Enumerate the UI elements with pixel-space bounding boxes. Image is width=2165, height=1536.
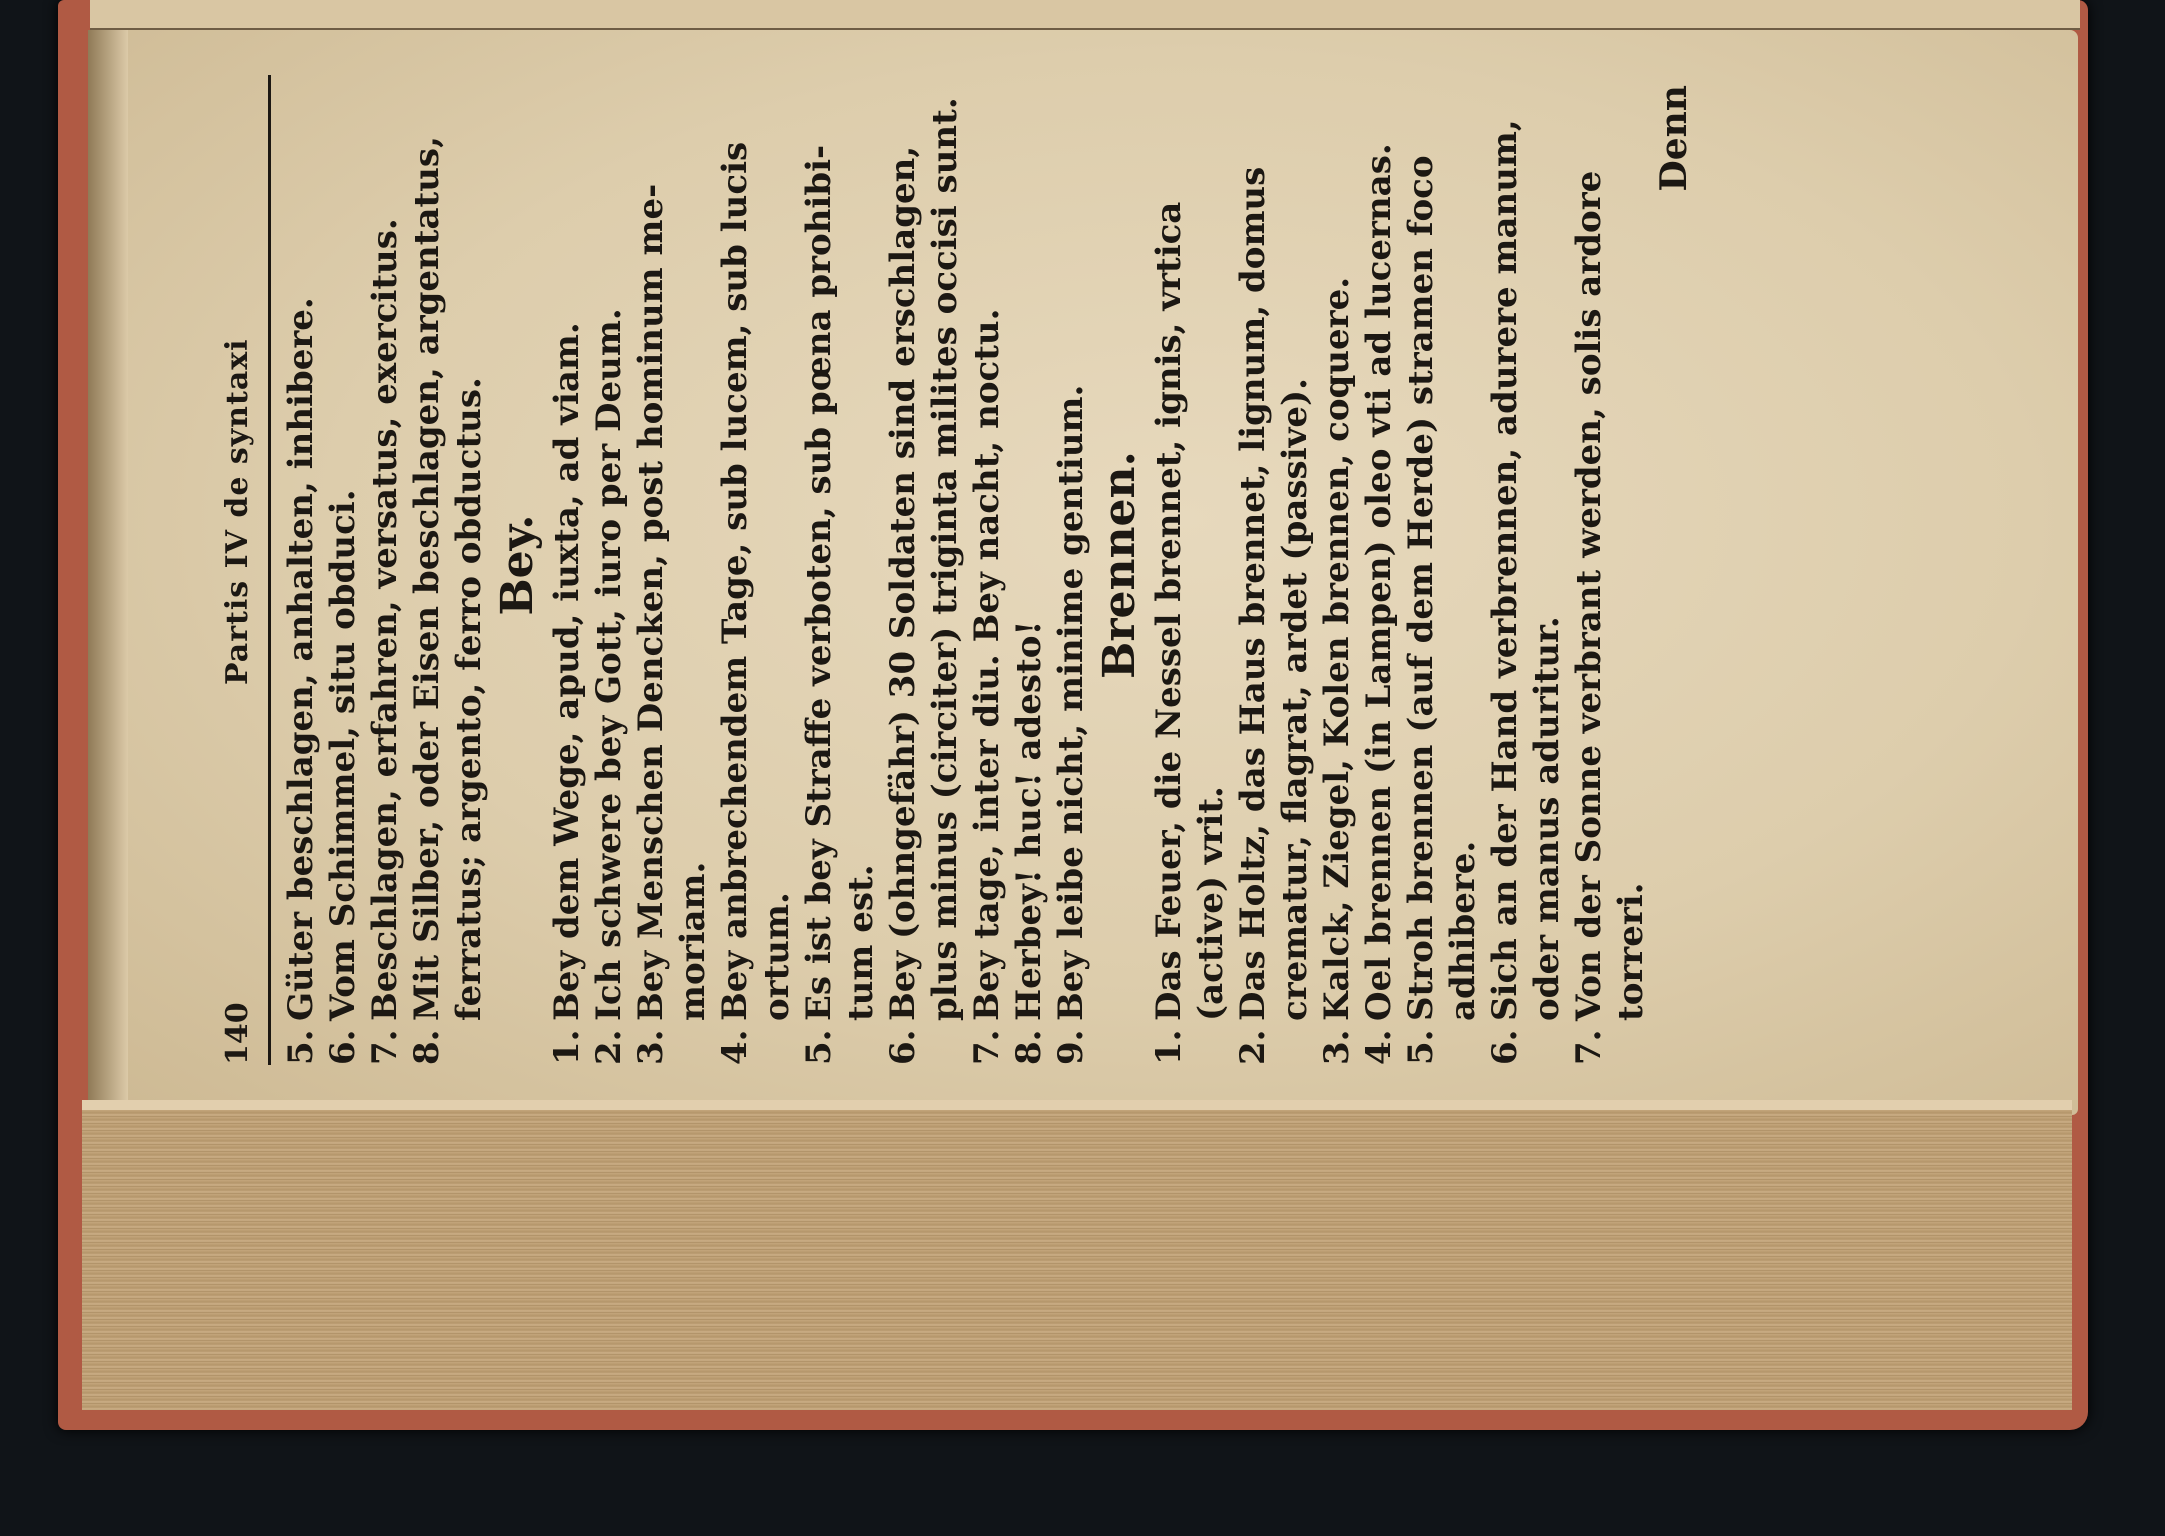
entry-line	[1484, 65, 1526, 1065]
entry-number: 5.	[281, 1029, 321, 1065]
entry-text: Oel brennen (in Lampen) oleo vti ad lucernas.	[1359, 143, 1399, 1021]
entry-text: Von der Sonne verbrant werden, solis ardore	[1569, 170, 1609, 1021]
entry-number: 6.	[1485, 1029, 1525, 1065]
entry-text: Sich an der Hand verbrennen, adurere manum,	[1485, 119, 1525, 1021]
entry-text: Ich schwere bey Gott, iuro per Deum.	[589, 308, 629, 1021]
entry-line	[1232, 65, 1274, 1065]
entry-line	[1274, 65, 1316, 1065]
entry-text: Mit Silber, oder Eisen beschlagen, argentatus,	[407, 136, 447, 1021]
entry-text: Das Feuer, die Nessel brennet, ignis, vrtica	[1149, 201, 1189, 1021]
entry-number: 3.	[631, 1029, 671, 1065]
entry-text: Kalck, Ziegel, Kolen brennen, coquere.	[1317, 276, 1357, 1021]
entry-line	[406, 65, 448, 1065]
entry-text: ortum.	[757, 892, 797, 1021]
entry-text: ferratus; argento, ferro obductus.	[449, 377, 489, 1021]
entry-number: 3.	[1317, 1029, 1357, 1065]
entry-line	[672, 65, 714, 1065]
entry-line	[1568, 65, 1610, 1065]
entry-text: Bey tage, inter diu. Bey nacht, noctu.	[967, 308, 1007, 1021]
entry-number: 7.	[967, 1029, 1007, 1065]
heading-bey: Bey.	[492, 514, 543, 616]
running-title: Partis IV de syntaxi	[220, 338, 255, 685]
entry-number: 8.	[1009, 1029, 1049, 1065]
entry-text: Bey dem Wege, apud, iuxta, ad viam.	[547, 322, 587, 1021]
entry-line	[588, 65, 630, 1065]
entry-text: plus minus (circiter) triginta milites occisi sunt.	[925, 97, 965, 1021]
page-body	[280, 65, 1696, 1065]
entry-number: 2.	[1233, 1029, 1273, 1065]
catchword: Denn	[1653, 85, 1695, 192]
entry-text: Güter beschlagen, anhalten, inhibere.	[281, 297, 321, 1021]
entry-text: Bey leibe nicht, minime gentium.	[1051, 384, 1091, 1021]
page-text-frame	[210, 65, 2070, 1065]
entry-number: 8.	[407, 1029, 447, 1065]
entry-number: 5.	[1401, 1029, 1441, 1065]
entry-text: moriam.	[673, 861, 713, 1021]
entry-line	[448, 65, 490, 1065]
entry-text: Bey Menschen Dencken, post hominum me-	[631, 183, 671, 1021]
entry-line	[966, 65, 1008, 1065]
entry-line	[798, 65, 840, 1065]
entry-number: 7.	[365, 1029, 405, 1065]
entry-text: Das Holtz, das Haus brennet, lignum, domus	[1233, 166, 1273, 1021]
entry-text: torreri.	[1611, 882, 1651, 1021]
entry-line	[1050, 65, 1092, 1065]
upper-page-edge	[90, 0, 2080, 30]
heading-brennen: Brennen.	[1094, 451, 1145, 679]
entry-line	[1442, 65, 1484, 1065]
entry-text: tum est.	[841, 864, 881, 1021]
page-header	[210, 65, 268, 1065]
entry-line	[1148, 65, 1190, 1065]
entry-text: crematur, flagrat, ardet (passive).	[1275, 378, 1315, 1021]
entry-line	[1008, 65, 1050, 1065]
entry-text: Bey anbrechendem Tage, sub lucem, sub lucis	[715, 141, 755, 1021]
entry-text: Stroh brennen (auf dem Herde) stramen foco	[1401, 155, 1441, 1021]
entry-line	[322, 65, 364, 1065]
entry-text: Bey (ohngefähr) 30 Soldaten sind erschlagen,	[883, 145, 923, 1021]
entry-line	[1358, 65, 1400, 1065]
entry-line	[546, 65, 588, 1065]
entry-number: 7.	[1569, 1029, 1609, 1065]
entry-line	[280, 65, 322, 1065]
entry-line	[924, 65, 966, 1065]
entry-block-brennen	[1148, 65, 1652, 1065]
entry-line	[756, 65, 798, 1065]
entry-line	[364, 65, 406, 1065]
entry-line	[714, 65, 756, 1065]
header-rule	[268, 75, 271, 1065]
entry-number: 4.	[1359, 1029, 1399, 1065]
entry-text: oder manus aduritur.	[1527, 616, 1567, 1021]
entry-text: Vom Schimmel, situ obduci.	[323, 489, 363, 1021]
entry-text: adhibere.	[1443, 840, 1483, 1021]
page-stack	[82, 1110, 2072, 1410]
page-number: 140	[220, 1002, 255, 1065]
entry-number: 9.	[1051, 1029, 1091, 1065]
entry-line	[882, 65, 924, 1065]
entry-block-bey	[546, 65, 1092, 1065]
entry-text: Es ist bey Straffe verboten, sub pœna prohibi-	[799, 144, 839, 1021]
entry-line	[1400, 65, 1442, 1065]
entry-text: (active) vrit.	[1191, 786, 1231, 1021]
entry-number: 4.	[715, 1029, 755, 1065]
entry-text: Beschlagen, erfahren, versatus, exercitus.	[365, 218, 405, 1021]
entry-line	[630, 65, 672, 1065]
entry-line	[1316, 65, 1358, 1065]
entry-line	[840, 65, 882, 1065]
entry-text: Herbey! huc! adesto!	[1009, 620, 1049, 1021]
entry-line	[1190, 65, 1232, 1065]
entry-number: 6.	[323, 1029, 363, 1065]
page-gutter	[88, 30, 128, 1115]
entry-number: 2.	[589, 1029, 629, 1065]
entry-number: 1.	[1149, 1029, 1189, 1065]
entry-number: 1.	[547, 1029, 587, 1065]
entry-block-beschlagen	[280, 65, 490, 1065]
entry-number: 6.	[883, 1029, 923, 1065]
entry-number: 5.	[799, 1029, 839, 1065]
entry-line	[1526, 65, 1568, 1065]
entry-line	[1610, 65, 1652, 1065]
